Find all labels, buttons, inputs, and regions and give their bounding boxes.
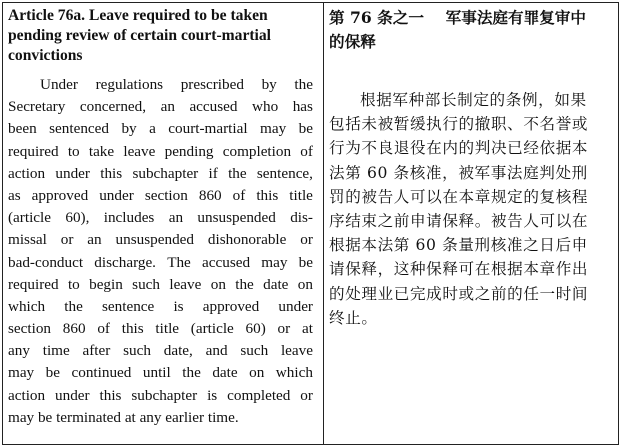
chinese-column <box>329 6 611 330</box>
column-divider <box>323 3 324 444</box>
english-body-line: may be terminated at any earlier time. <box>8 408 239 426</box>
chinese-article-heading <box>329 6 611 54</box>
chinese-body-line: 罚的被告人可以在本章规定的复核程 <box>329 187 589 206</box>
chinese-heading-line: 的保释 <box>329 32 376 51</box>
english-column <box>8 6 313 429</box>
english-article-heading <box>8 6 313 66</box>
chinese-body-line: 行为不良退役在内的判决已经依据本 <box>329 139 589 158</box>
english-body-line: Under regulations prescribed by the <box>40 76 313 93</box>
english-body-line: Secretary concerned, an accused who has <box>8 98 313 116</box>
english-body-line: bad-conduct discharge. The accused may be <box>8 253 313 271</box>
english-body-line: section 860 of this title (article 60) or at <box>8 320 313 338</box>
chinese-article-body <box>329 88 611 330</box>
chinese-body-line: 的处理业已完成时或之前的任一时间 <box>329 284 589 303</box>
english-heading-line: convictions <box>8 47 83 64</box>
english-body-line: which the sentence is approved under <box>8 297 313 315</box>
english-body-line: been sentenced by a court-martial may be <box>8 120 313 138</box>
chinese-body-line: 根据本法第 60 条量刑核准之日后申 <box>329 236 588 255</box>
chinese-body-line: 包括未被暂缓执行的撤职、不名誉或 <box>329 115 589 134</box>
english-body-line: (article 60), includes an unsuspended dis- <box>8 209 313 227</box>
english-body-line: action under this subchapter if the sentence, <box>8 164 313 182</box>
chinese-body-line: 法第 60 条核准，被军事法庭判处刑 <box>329 163 588 182</box>
chinese-body-line: 请保释，这种保释可在根据本章作出 <box>329 260 589 279</box>
chinese-heading-line: 第 76 条之一 军事法庭有罪复审中 <box>329 8 586 27</box>
english-heading-line: Article 76a. Leave required to be taken <box>8 7 268 24</box>
english-body-line: required to take leave pending completion of <box>8 142 313 160</box>
english-heading-line: pending review of certain court-martial <box>8 27 272 44</box>
english-article-body <box>8 74 313 429</box>
english-body-line: action under this subchapter is completed or <box>8 386 313 404</box>
chinese-body-line: 序结束之前申请保释。被告人可以在 <box>329 211 589 230</box>
english-body-line: may be continued until the date on which <box>8 364 313 382</box>
chinese-body-line: 终止。 <box>329 308 378 327</box>
chinese-body-line: 根据军种部长制定的条例，如果 <box>360 91 587 109</box>
english-body-line: any time after such date, and such leave <box>8 342 313 360</box>
english-body-line: required to begin such leave on the date on <box>8 275 313 293</box>
english-body-line: missal or an unsuspended dishonorable or <box>8 231 313 249</box>
english-body-line: as approved under section 860 of this title <box>8 186 313 204</box>
